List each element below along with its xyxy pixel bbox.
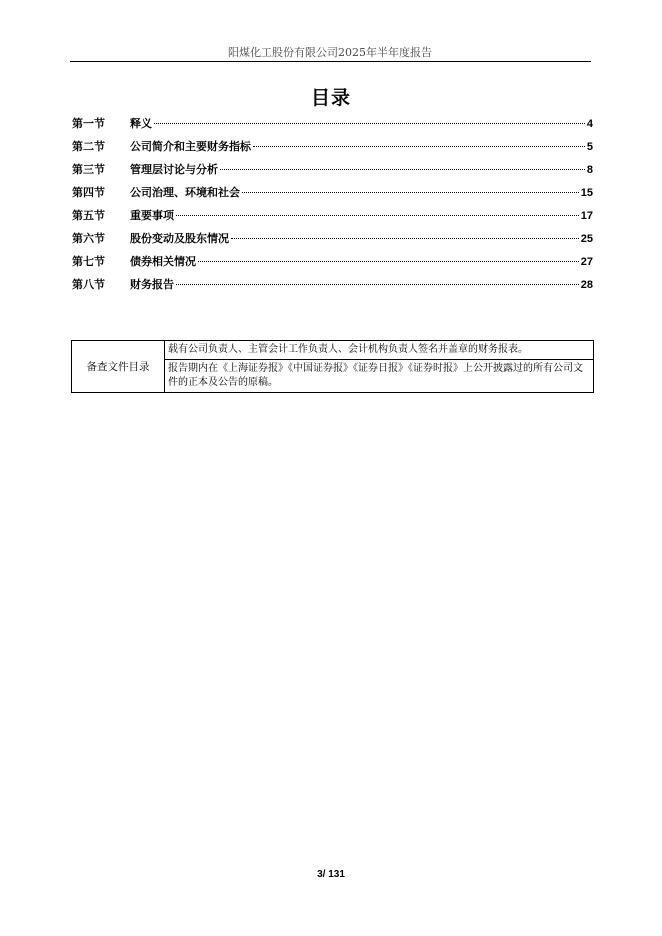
toc-dot-leader bbox=[176, 215, 579, 216]
toc-section-number: 第八节 bbox=[72, 278, 105, 291]
toc-dot-leader bbox=[176, 284, 579, 285]
page-number: 3/ 131 bbox=[317, 869, 345, 880]
toc-section-title: 重要事项 bbox=[130, 209, 174, 222]
toc-page-number: 5 bbox=[586, 141, 593, 153]
toc-entry[interactable] bbox=[72, 255, 593, 278]
table-of-contents bbox=[72, 117, 593, 301]
toc-entry[interactable] bbox=[72, 232, 593, 255]
toc-section-number: 第七节 bbox=[72, 255, 105, 268]
toc-entry[interactable] bbox=[72, 140, 593, 163]
page-title: 目录 bbox=[310, 87, 351, 109]
toc-section-title: 股份变动及股东情况 bbox=[130, 232, 229, 245]
reference-document-item: 报告期内在《上海证券报》《中国证券报》《证券日报》《证券时报》上公开披露过的所有公司文件的正本及公告的原稿。 bbox=[165, 360, 594, 393]
toc-dot-leader bbox=[220, 169, 585, 170]
toc-dot-leader bbox=[253, 146, 585, 147]
toc-entry[interactable] bbox=[72, 209, 593, 232]
toc-page-number: 4 bbox=[586, 118, 593, 130]
toc-entry[interactable] bbox=[72, 186, 593, 209]
toc-section-title: 财务报告 bbox=[130, 278, 174, 291]
reference-documents-table bbox=[71, 340, 594, 393]
toc-page-number: 28 bbox=[580, 279, 593, 291]
page-header: 阳煤化工股份有限公司2025年半年度报告 bbox=[228, 46, 432, 59]
toc-entry[interactable] bbox=[72, 117, 593, 140]
toc-section-title: 公司治理、环境和社会 bbox=[130, 186, 240, 199]
toc-section-title: 公司简介和主要财务指标 bbox=[130, 140, 251, 153]
toc-dot-leader bbox=[154, 123, 585, 124]
toc-page-number: 25 bbox=[580, 233, 593, 245]
toc-page-number: 17 bbox=[580, 210, 593, 222]
toc-entry[interactable] bbox=[72, 278, 593, 301]
toc-section-number: 第二节 bbox=[72, 140, 105, 153]
reference-documents-label: 备查文件目录 bbox=[72, 341, 165, 393]
toc-section-number: 第三节 bbox=[72, 163, 105, 176]
toc-page-number: 27 bbox=[580, 256, 593, 268]
reference-document-item: 载有公司负责人、主管会计工作负责人、会计机构负责人签名并盖章的财务报表。 bbox=[165, 341, 594, 360]
toc-section-number: 第五节 bbox=[72, 209, 105, 222]
toc-entry[interactable] bbox=[72, 163, 593, 186]
toc-dot-leader bbox=[231, 238, 579, 239]
toc-section-number: 第一节 bbox=[72, 117, 105, 130]
toc-section-number: 第四节 bbox=[72, 186, 105, 199]
toc-page-number: 15 bbox=[580, 187, 593, 199]
toc-section-title: 释义 bbox=[130, 117, 152, 130]
toc-dot-leader bbox=[242, 192, 579, 193]
header-divider bbox=[70, 61, 591, 62]
toc-section-number: 第六节 bbox=[72, 232, 105, 245]
toc-page-number: 8 bbox=[586, 164, 593, 176]
toc-section-title: 管理层讨论与分析 bbox=[130, 163, 218, 176]
toc-dot-leader bbox=[198, 261, 579, 262]
toc-section-title: 债券相关情况 bbox=[130, 255, 196, 268]
